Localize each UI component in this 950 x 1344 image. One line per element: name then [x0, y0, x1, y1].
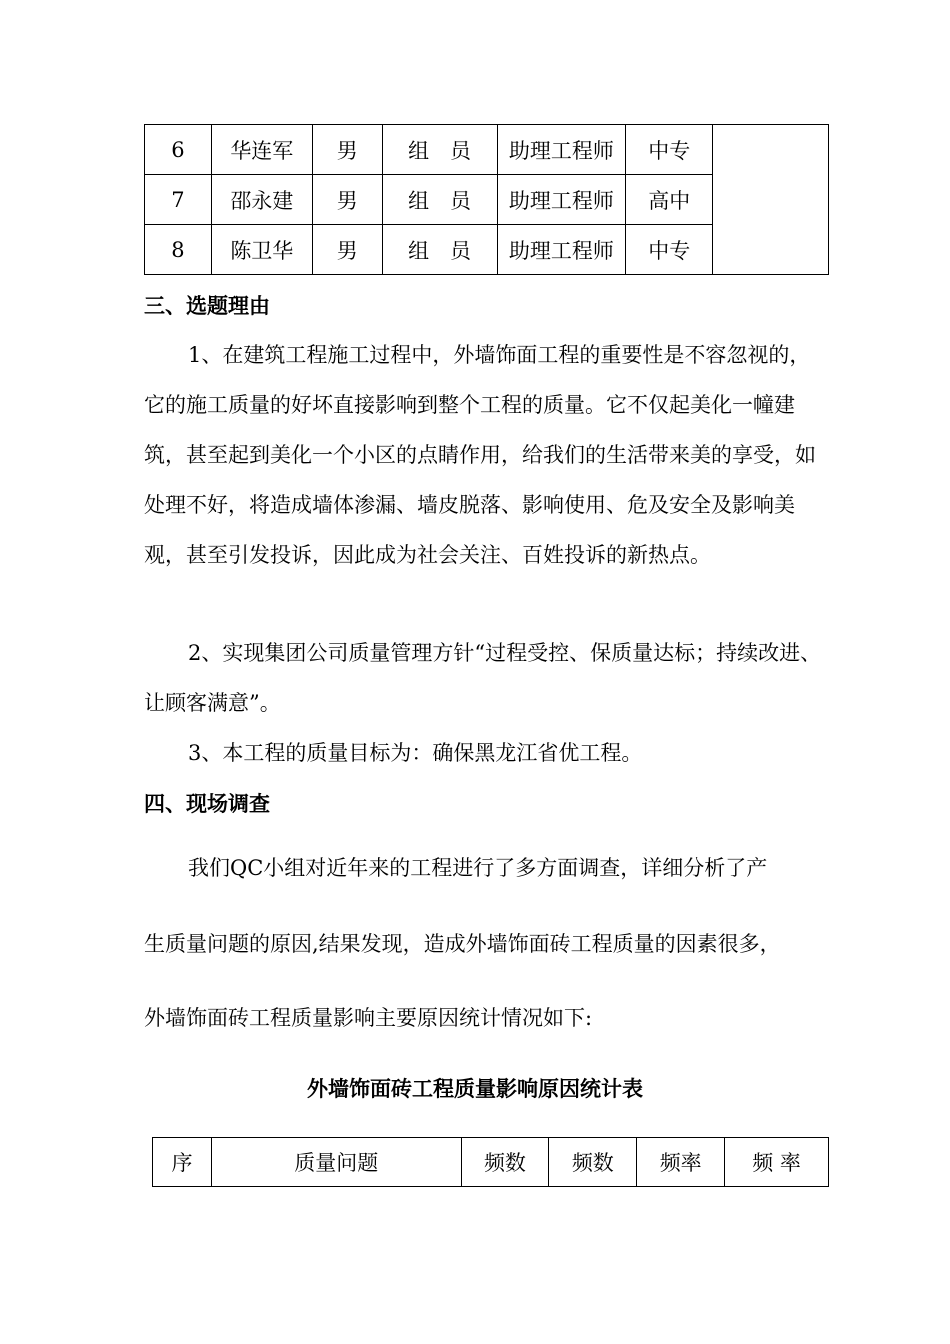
member-gender: 男 [312, 175, 382, 225]
section3-paragraph-1: 1、在建筑工程施工过程中，外墙饰面工程的重要性是不容忽视的，它的施工质量的好坏直接影响到整个工程的质量。它不仅起美化一幢建筑，甚至起到美化一个小区的点睛作用，给我们的生活带来美的享受，如处理不好，将造成墙体渗漏、墙皮脱落、影响使用、危及安全及影响美观，甚至引发投诉，因此成为社会关注、百姓投诉的新热点。 [144, 343, 816, 567]
stat-table-caption: 外墙饰面砖工程质量影响原因统计表 [307, 1077, 643, 1101]
header-cell: 频数 [461, 1138, 549, 1187]
section4-line-3: 外墙饰面砖工程质量影响主要原因统计情况如下: [144, 1006, 593, 1030]
member-no: 6 [145, 125, 212, 175]
header-cell: 质量问题 [211, 1138, 461, 1187]
member-gender: 男 [312, 225, 382, 275]
member-role: 组 员 [382, 125, 497, 175]
member-no: 8 [145, 225, 212, 275]
member-title: 助理工程师 [497, 175, 626, 225]
header-cell: 频数 [549, 1138, 637, 1187]
table-row [145, 125, 829, 175]
member-education: 高中 [626, 175, 713, 225]
member-name: 陈卫华 [211, 225, 312, 275]
member-remark-cell [713, 125, 829, 275]
member-education: 中专 [626, 125, 713, 175]
table-header-row [153, 1138, 829, 1187]
member-gender: 男 [312, 125, 382, 175]
member-name: 华连军 [211, 125, 312, 175]
member-education: 中专 [626, 225, 713, 275]
section4-line-2: 生质量问题的原因,结果发现，造成外墙饰面砖工程质量的因素很多， [144, 932, 781, 956]
section3-heading: 三、选题理由 [144, 294, 270, 318]
member-title: 助理工程师 [497, 125, 626, 175]
header-cell: 序 [153, 1138, 212, 1187]
member-no: 7 [145, 175, 212, 225]
section4-line-1: 我们QC小组对近年来的工程进行了多方面调查，详细分析了产 [188, 856, 768, 880]
stat-table [152, 1137, 829, 1187]
member-title: 助理工程师 [497, 225, 626, 275]
member-role: 组 员 [382, 175, 497, 225]
member-name: 邵永建 [211, 175, 312, 225]
section3-paragraph-2: 2、实现集团公司质量管理方针“过程受控、保质量达标；持续改进、让顾客满意”。 [144, 641, 822, 715]
section3-paragraph-3: 3、本工程的质量目标为：确保黑龙江省优工程。 [188, 741, 643, 765]
member-role: 组 员 [382, 225, 497, 275]
header-cell: 频 率 [725, 1138, 829, 1187]
section4-heading: 四、现场调查 [144, 792, 270, 816]
header-cell: 频率 [637, 1138, 725, 1187]
member-table [144, 124, 829, 275]
